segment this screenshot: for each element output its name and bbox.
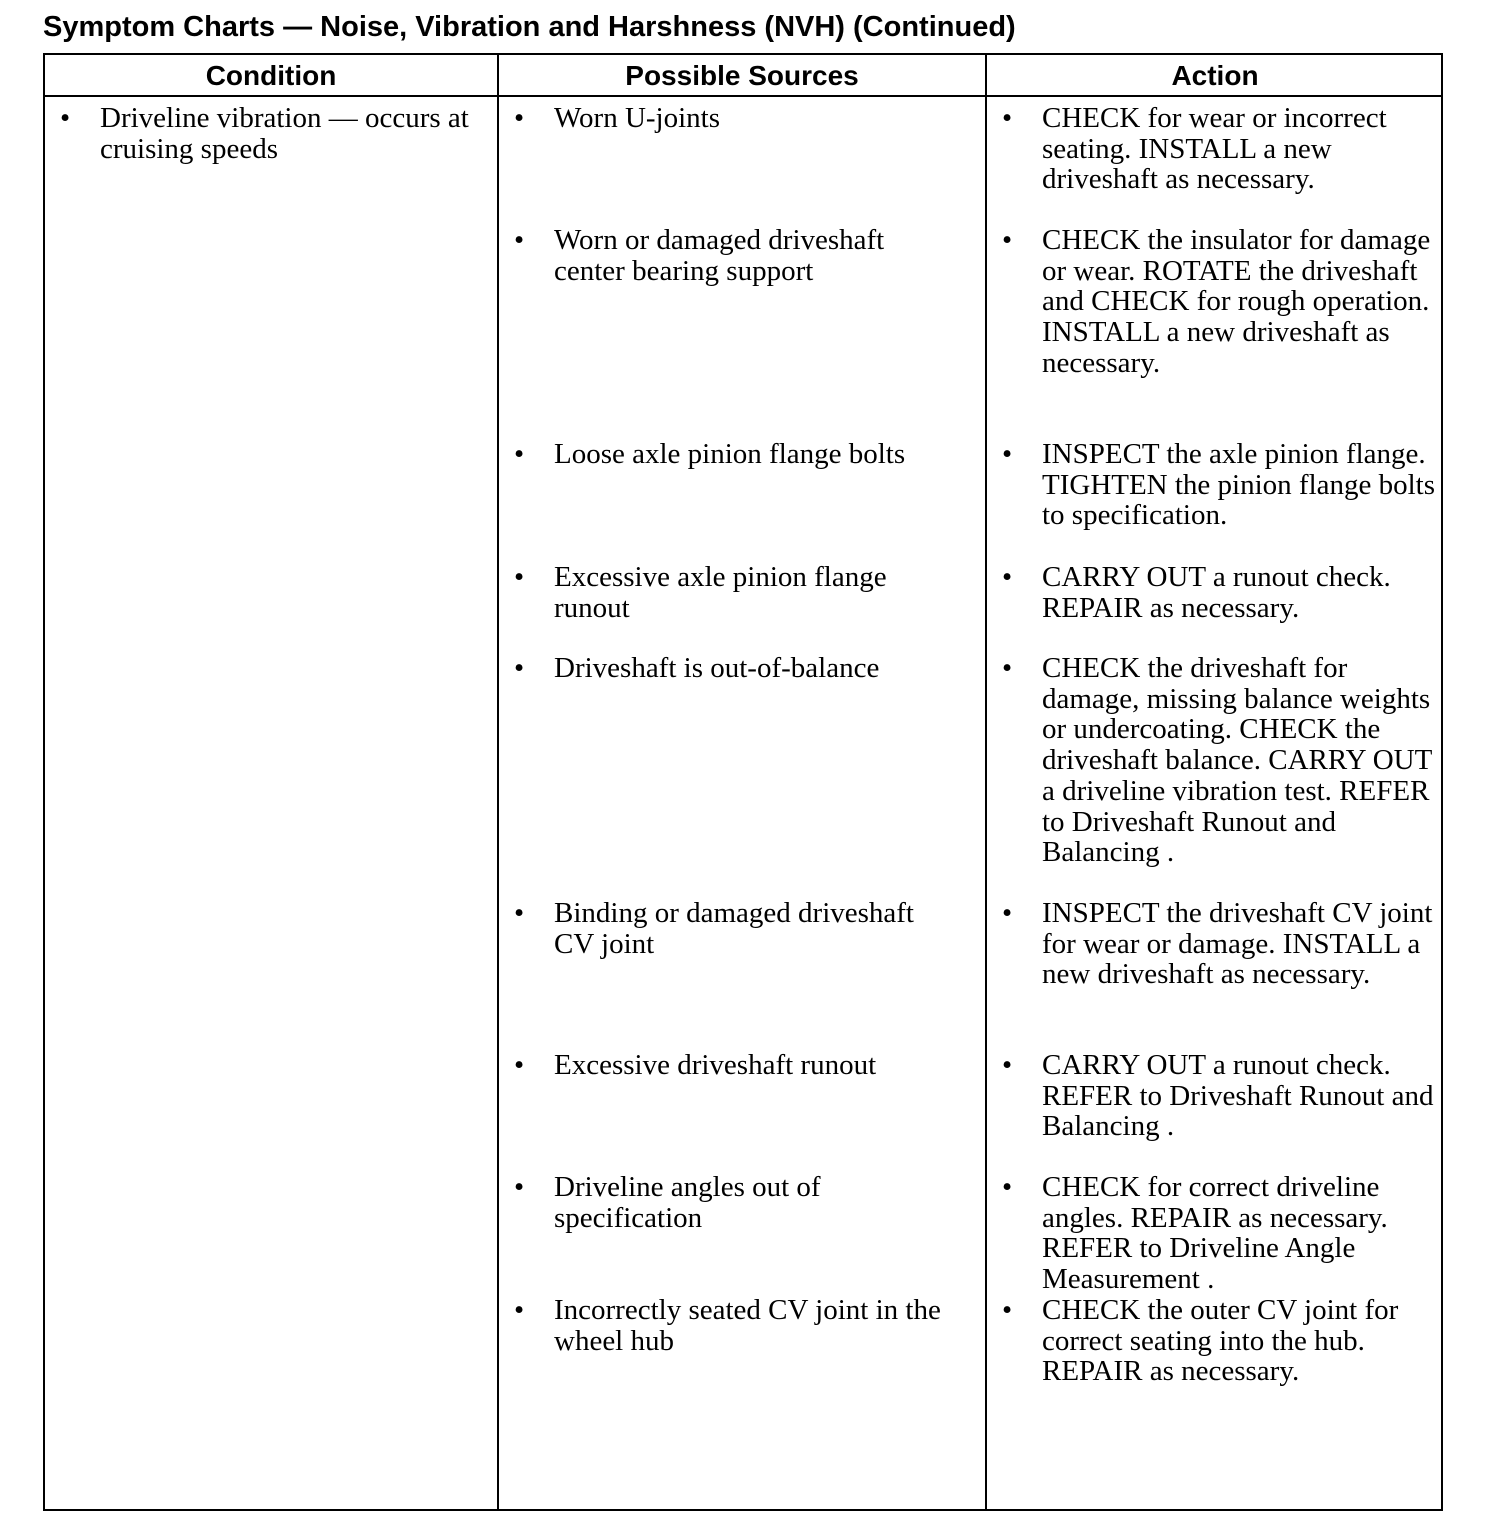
action-text: CHECK the outer CV joint for correct seating into the hub. REPAIR as necessary. — [1042, 1294, 1399, 1388]
column-header-action: Action — [1171, 60, 1259, 91]
source-item — [499, 225, 954, 286]
condition-item — [45, 103, 485, 164]
source-text: Loose axle pinion flange bolts — [554, 438, 906, 470]
source-text: Driveline angles out of specification — [554, 1171, 821, 1234]
bullet-icon: • — [1002, 438, 1013, 470]
source-item — [499, 1172, 954, 1233]
source-item — [499, 562, 954, 623]
page-title: Symptom Charts — Noise, Vibration and Harshness (NVH) (Continued) — [43, 11, 1016, 43]
source-text: Worn or damaged driveshaft center bearing support — [554, 224, 885, 287]
action-text: CHECK the insulator for damage or wear. ROTATE the driveshaft and CHECK for rough operation. INSTALL a new driveshaft as necessary. — [1042, 224, 1431, 379]
source-item — [499, 439, 954, 470]
action-item — [987, 898, 1437, 990]
bullet-icon: • — [514, 652, 525, 684]
bullet-icon: • — [514, 1171, 525, 1203]
action-item — [987, 103, 1437, 195]
bullet-icon: • — [514, 1294, 525, 1326]
action-item — [987, 439, 1437, 531]
source-item — [499, 1050, 954, 1081]
source-item — [499, 898, 954, 959]
action-text: INSPECT the axle pinion flange. TIGHTEN the pinion flange bolts to specification. — [1042, 438, 1436, 532]
bullet-icon: • — [1002, 224, 1013, 256]
action-item — [987, 653, 1437, 868]
source-item — [499, 1295, 954, 1356]
bullet-icon: • — [1002, 102, 1013, 134]
action-item — [987, 225, 1437, 379]
bullet-icon: • — [1002, 652, 1013, 684]
source-item — [499, 103, 954, 134]
action-item — [987, 1172, 1437, 1295]
bullet-icon: • — [514, 561, 525, 593]
action-text: CARRY OUT a runout check. REFER to Driveshaft Runout and Balancing . — [1042, 1049, 1434, 1143]
bullet-icon: • — [514, 438, 525, 470]
symptom-table — [43, 53, 1443, 1511]
bullet-icon: • — [1002, 1049, 1013, 1081]
bullet-icon: • — [514, 1049, 525, 1081]
bullet-icon: • — [514, 224, 525, 256]
source-text: Incorrectly seated CV joint in the wheel hub — [554, 1294, 941, 1357]
source-item — [499, 653, 954, 684]
source-text: Excessive driveshaft runout — [554, 1049, 877, 1081]
action-text: CHECK for correct driveline angles. REPAIR as necessary. REFER to Driveline Angle Measurement . — [1042, 1171, 1388, 1296]
action-text: CARRY OUT a runout check. REPAIR as necessary. — [1042, 561, 1391, 624]
source-text: Excessive axle pinion flange runout — [554, 561, 887, 624]
bullet-icon: • — [514, 897, 525, 929]
source-text: Binding or damaged driveshaft CV joint — [554, 897, 914, 960]
column-header-sources: Possible Sources — [625, 60, 859, 91]
action-item — [987, 562, 1437, 623]
bullet-icon: • — [1002, 897, 1013, 929]
action-item — [987, 1295, 1437, 1387]
action-text: CHECK for wear or incorrect seating. INSTALL a new driveshaft as necessary. — [1042, 102, 1387, 196]
bullet-icon: • — [514, 102, 525, 134]
source-text: Driveshaft is out-of-balance — [554, 652, 880, 684]
bullet-icon: • — [1002, 561, 1013, 593]
condition-text: Driveline vibration — occurs at cruising speeds — [100, 102, 469, 165]
bullet-icon: • — [1002, 1294, 1013, 1326]
bullet-icon: • — [60, 102, 71, 134]
bullet-icon: • — [1002, 1171, 1013, 1203]
action-text: CHECK the driveshaft for damage, missing balance weights or undercoating. CHECK the driveshaft balance. CARRY OUT a driveline vibration test. REFER to Driveshaft Runout and Balancing . — [1042, 652, 1432, 869]
column-header-condition: Condition — [205, 60, 337, 91]
action-text: INSPECT the driveshaft CV joint for wear or damage. INSTALL a new driveshaft as necessary. — [1042, 897, 1433, 991]
source-text: Worn U-joints — [554, 102, 721, 134]
action-item — [987, 1050, 1437, 1142]
header-divider — [45, 95, 1441, 97]
